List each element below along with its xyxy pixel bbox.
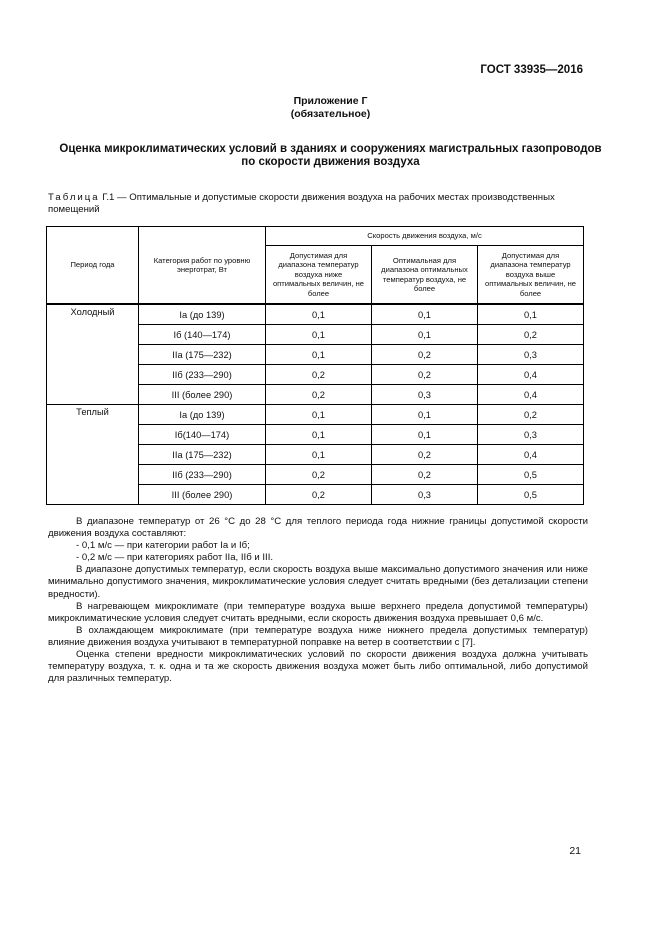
header-allowed-high: Допустимая для диапазона температур воздуха выше оптимальных величин, не более xyxy=(478,246,584,305)
value-cell: 0,4 xyxy=(478,445,584,465)
header-allowed-low: Допустимая для диапазона температур воздуха ниже оптимальных величин, не более xyxy=(266,246,372,305)
value-cell: 0,2 xyxy=(266,365,372,385)
value-cell: 0,4 xyxy=(478,365,584,385)
table-row xyxy=(47,405,584,425)
value-cell: 0,2 xyxy=(372,365,478,385)
value-cell: 0,1 xyxy=(266,325,372,345)
header-period: Период года xyxy=(47,227,139,305)
appendix-heading xyxy=(40,95,621,121)
value-cell: 0,3 xyxy=(372,485,478,505)
paragraph: В диапазоне допустимых температур, если скорость воздуха выше максимально допустимого значения или ниже минимально допустимого значения, микроклиматические условия следует считать вредными (без детализации степени вредности). xyxy=(48,564,588,600)
value-cell: 0,2 xyxy=(266,465,372,485)
value-cell: 0,2 xyxy=(478,325,584,345)
value-cell: 0,3 xyxy=(478,345,584,365)
table-caption xyxy=(48,192,608,216)
title-line-2: по скорости движения воздуха xyxy=(241,156,420,168)
appendix-status: (обязательное) xyxy=(290,108,371,120)
appendix-label: Приложение Г xyxy=(293,95,368,107)
table-row xyxy=(47,304,584,325)
header-speed: Скорость движения воздуха, м/с xyxy=(266,227,584,246)
list-item: - 0,2 м/с — при категориях работ IIа, IIб и III. xyxy=(76,552,274,564)
category-cell: IIа (175—232) xyxy=(139,445,266,465)
value-cell: 0,3 xyxy=(478,425,584,445)
category-cell: III (более 290) xyxy=(139,485,266,505)
value-cell: 0,1 xyxy=(266,405,372,425)
standard-number: ГОСТ 33935—2016 xyxy=(480,64,583,76)
value-cell: 0,2 xyxy=(372,345,478,365)
list-item: - 0,1 м/с — при категории работ Iа и Iб; xyxy=(76,540,250,552)
value-cell: 0,2 xyxy=(478,405,584,425)
header-optimal: Оптимальная для диапазона оптимальных температур воздуха, не более xyxy=(372,246,478,305)
value-cell: 0,2 xyxy=(372,445,478,465)
category-cell: Iб(140—174) xyxy=(139,425,266,445)
value-cell: 0,1 xyxy=(372,304,478,325)
category-cell: Iа (до 139) xyxy=(139,304,266,325)
value-cell: 0,3 xyxy=(372,385,478,405)
body-text xyxy=(48,516,588,685)
category-cell: Iб (140—174) xyxy=(139,325,266,345)
value-cell: 0,1 xyxy=(266,345,372,365)
header-category: Категория работ по уровню энерготрат, Вт xyxy=(139,227,266,305)
period-cell: Холодный xyxy=(47,304,139,405)
title-line-1: Оценка микроклиматических условий в зданиях и сооружениях магистральных газопроводов xyxy=(59,143,602,155)
value-cell: 0,2 xyxy=(266,485,372,505)
value-cell: 0,1 xyxy=(372,425,478,445)
value-cell: 0,1 xyxy=(266,445,372,465)
category-cell: Iа (до 139) xyxy=(139,405,266,425)
category-cell: IIб (233—290) xyxy=(139,465,266,485)
category-cell: IIб (233—290) xyxy=(139,365,266,385)
table-caption-text: Г.1 — Оптимальные и допустимые скорости движения воздуха на рабочих местах производственных помещений xyxy=(48,192,555,215)
value-cell: 0,4 xyxy=(478,385,584,405)
paragraph: В диапазоне температур от 26 °С до 28 °С для теплого периода года нижние границы допустимой скорости движения воздуха составляют: xyxy=(48,516,588,540)
value-cell: 0,2 xyxy=(372,465,478,485)
value-cell: 0,1 xyxy=(266,304,372,325)
paragraph: В нагревающем микроклимате (при температуре воздуха выше верхнего предела допустимой температуры) микроклиматические условия следует считать вредными, если скорость движения воздуха превышает 0,6 м/с. xyxy=(48,600,588,624)
value-cell: 0,5 xyxy=(478,465,584,485)
value-cell: 0,1 xyxy=(478,304,584,325)
appendix-title xyxy=(40,143,621,169)
value-cell: 0,1 xyxy=(372,405,478,425)
page-number: 21 xyxy=(569,845,581,857)
category-cell: III (более 290) xyxy=(139,385,266,405)
paragraph: В охлаждающем микроклимате (при температуре воздуха ниже нижнего предела допустимых температур) влияние движения воздуха учитывают в температурной поправке на ветер в соответствии с [7]. xyxy=(48,624,588,648)
value-cell: 0,2 xyxy=(266,385,372,405)
category-cell: IIа (175—232) xyxy=(139,345,266,365)
period-cell: Теплый xyxy=(47,405,139,505)
air-speed-table xyxy=(46,226,584,505)
table-caption-prefix: Таблица xyxy=(48,192,100,203)
value-cell: 0,1 xyxy=(372,325,478,345)
value-cell: 0,5 xyxy=(478,485,584,505)
paragraph: Оценка степени вредности микроклиматических условий по скорости движения воздуха должна учитывать температуру воздуха, т. к. одна и та же скорость движения воздуха может быть либо оптимальной, либо допустимой для различных температур. xyxy=(48,649,588,685)
value-cell: 0,1 xyxy=(266,425,372,445)
